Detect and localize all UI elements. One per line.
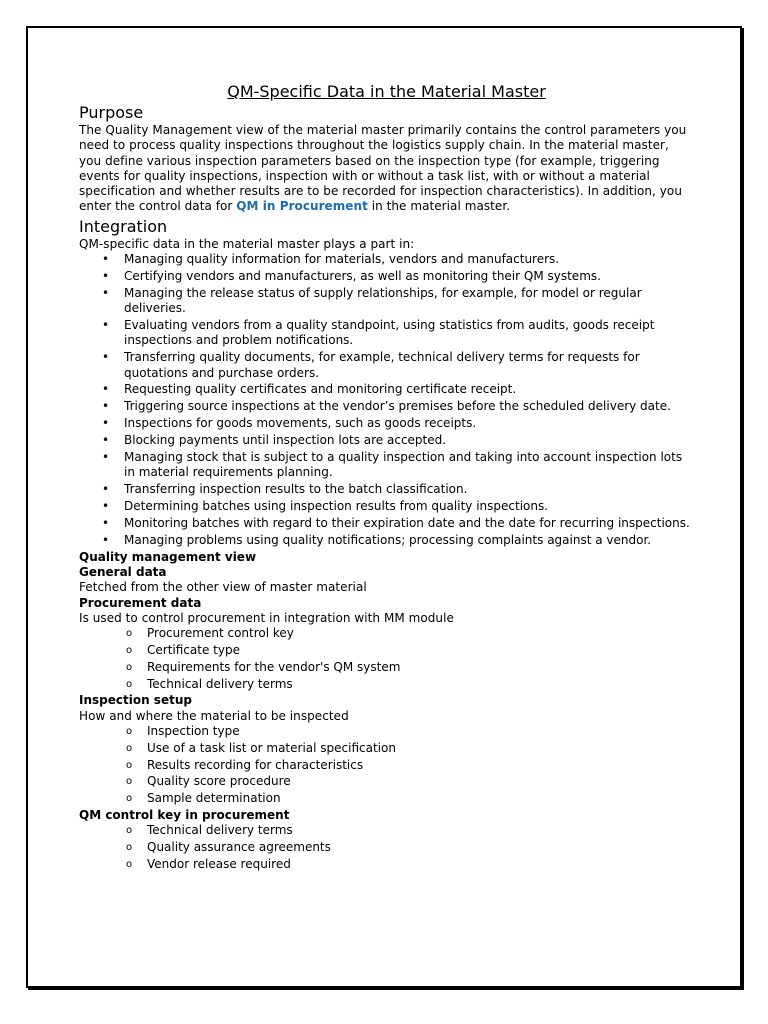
inspection-list bbox=[79, 724, 694, 806]
control-key-list bbox=[79, 823, 694, 872]
list-item: o Procurement control key bbox=[147, 626, 694, 641]
list-item: • Inspections for goods movements, such as goods receipts. bbox=[124, 416, 694, 431]
list-item: • Evaluating vendors from a quality standpoint, using statistics from audits, goods receipt inspections and problem notifications. bbox=[124, 318, 694, 349]
list-item: • Blocking payments until inspection lots are accepted. bbox=[124, 433, 694, 448]
integration-intro: QM-specific data in the material master plays a part in: bbox=[79, 236, 415, 251]
list-item: • Transferring quality documents, for example, technical delivery terms for requests for quotations and purchase orders. bbox=[124, 350, 694, 381]
control-key-heading: QM control key in procurement bbox=[79, 807, 290, 822]
list-item: o Use of a task list or material specification bbox=[147, 741, 694, 756]
general-data-text: Fetched from the other view of master material bbox=[79, 580, 367, 595]
document-body bbox=[79, 82, 694, 874]
document-title: QM-Specific Data in the Material Master bbox=[227, 82, 546, 101]
list-item: • Managing quality information for materials, vendors and manufacturers. bbox=[124, 252, 694, 267]
list-item: o Technical delivery terms bbox=[147, 677, 694, 692]
list-item: • Managing the release status of supply relationships, for example, for model or regular deliveries. bbox=[124, 286, 694, 317]
integration-heading: Integration bbox=[79, 216, 168, 236]
inspection-setup-text: How and where the material to be inspected bbox=[79, 708, 349, 723]
list-item: o Results recording for characteristics bbox=[147, 758, 694, 773]
general-data-heading: General data bbox=[79, 565, 167, 580]
list-item: o Quality assurance agreements bbox=[147, 840, 694, 855]
inspection-setup-heading: Inspection setup bbox=[79, 693, 192, 708]
list-item: o Inspection type bbox=[147, 724, 694, 739]
list-item: • Managing problems using quality notifications; processing complaints against a vendor. bbox=[124, 533, 694, 548]
integration-list bbox=[79, 252, 694, 548]
list-item: • Requesting quality certificates and monitoring certificate receipt. bbox=[124, 382, 694, 397]
list-item: • Determining batches using inspection results from quality inspections. bbox=[124, 499, 694, 514]
qm-view-heading: Quality management view bbox=[79, 549, 257, 564]
list-item: o Vendor release required bbox=[147, 857, 694, 872]
purpose-paragraph bbox=[79, 123, 694, 215]
purpose-text-end: in the material master. bbox=[367, 199, 511, 214]
list-item: o Quality score procedure bbox=[147, 774, 694, 789]
list-item: • Monitoring batches with regard to their expiration date and the date for recurring inspections. bbox=[124, 516, 694, 531]
list-item: o Technical delivery terms bbox=[147, 823, 694, 838]
list-item: o Sample determination bbox=[147, 791, 694, 806]
list-item: • Certifying vendors and manufacturers, as well as monitoring their QM systems. bbox=[124, 269, 694, 284]
procurement-list bbox=[79, 626, 694, 692]
procurement-data-text: Is used to control procurement in integration with MM module bbox=[79, 610, 454, 625]
list-item: o Certificate type bbox=[147, 643, 694, 658]
qm-in-procurement-link[interactable]: QM in Procurement bbox=[236, 199, 368, 214]
purpose-text: The Quality Management view of the material master primarily contains the control parameters you need to process quality inspections throughout the logistics supply chain. In the material master, you define various inspection parameters based on the inspection type (for example, triggering events for quality inspections, inspection with or without a task list, with or without a material specification and whether results are to be recorded for inspection characteristics). In addition, you enter the control data for bbox=[79, 123, 687, 214]
list-item: • Managing stock that is subject to a quality inspection and taking into account inspection lots in material requirements planning. bbox=[124, 450, 694, 481]
purpose-heading: Purpose bbox=[79, 103, 144, 122]
procurement-data-heading: Procurement data bbox=[79, 595, 202, 610]
list-item: • Transferring inspection results to the batch classification. bbox=[124, 482, 694, 497]
list-item: o Requirements for the vendor's QM system bbox=[147, 660, 694, 675]
list-item: • Triggering source inspections at the vendor’s premises before the scheduled delivery date. bbox=[124, 399, 694, 414]
